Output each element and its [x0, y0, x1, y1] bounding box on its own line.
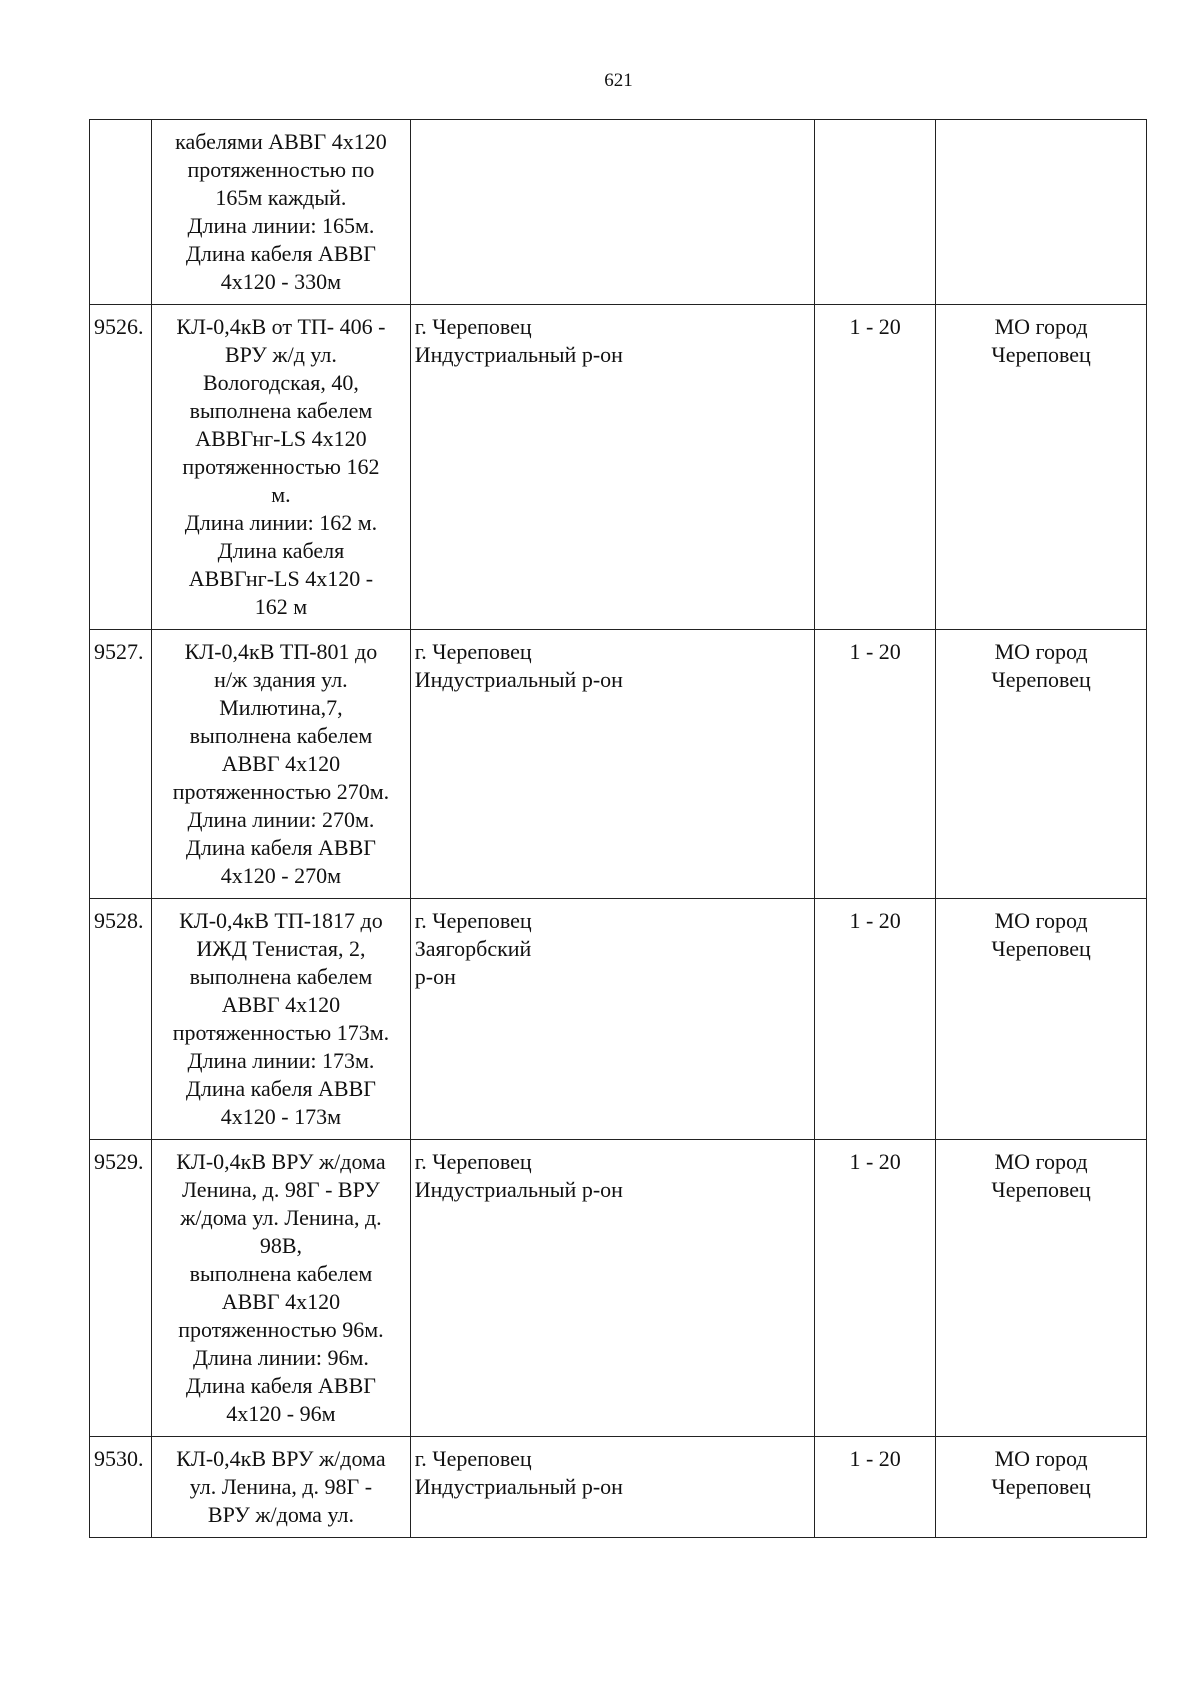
description-line: Длина кабеля АВВГ [185, 1373, 376, 1398]
address-cell [410, 305, 814, 630]
table-row [90, 120, 1147, 305]
owner-line: Череповец [991, 667, 1091, 692]
owner-cell [936, 630, 1147, 899]
description-cell [152, 305, 411, 630]
description-line: Длина линии: 96м. [192, 1345, 369, 1370]
description-line: 4х120 - 270м [220, 863, 342, 888]
description-line: КЛ-0,4кВ ВРУ ж/дома [176, 1149, 386, 1174]
table-row [90, 630, 1147, 899]
description-cell [152, 120, 411, 305]
address-line: Индустриальный р-он [414, 1177, 623, 1202]
row-number-cell: 9529. [90, 1140, 152, 1437]
address-line: Индустриальный р-он [414, 342, 623, 367]
table-row [90, 1437, 1147, 1538]
row-number-cell: 9526. [90, 305, 152, 630]
category-cell: 1 - 20 [815, 305, 936, 630]
description-line: протяженностью 173м. [172, 1020, 390, 1045]
owner-line: МО город [994, 314, 1088, 339]
description-line: КЛ-0,4кВ от ТП- 406 - [176, 314, 386, 339]
description-line: протяженностью 162 [182, 454, 380, 479]
description-line: ИЖД Тенистая, 2, [196, 936, 366, 961]
category-cell [815, 120, 936, 305]
description-line: 4х120 - 96м [226, 1401, 336, 1426]
address-line: Индустриальный р-он [414, 1474, 623, 1499]
address-cell [410, 1140, 814, 1437]
description-line: 98В, [259, 1233, 303, 1258]
category-cell: 1 - 20 [815, 899, 936, 1140]
description-line: выполнена кабелем [189, 964, 373, 989]
description-line: кабелями АВВГ 4х120 [175, 129, 387, 154]
description-line: выполнена кабелем [189, 1261, 373, 1286]
description-line: Длина кабеля АВВГ [185, 241, 376, 266]
owner-line: МО город [994, 908, 1088, 933]
description-line: ВРУ ж/дома ул. [207, 1502, 354, 1527]
address-cell [410, 120, 814, 305]
owner-cell [936, 1140, 1147, 1437]
owner-line: МО город [994, 1149, 1088, 1174]
owner-line: Череповец [991, 1177, 1091, 1202]
owner-cell [936, 899, 1147, 1140]
address-line: г. Череповец [414, 908, 532, 933]
description-line: КЛ-0,4кВ ВРУ ж/дома [176, 1446, 386, 1471]
table-row [90, 1140, 1147, 1437]
description-line: Длина линии: 165м. [187, 213, 375, 238]
table-row [90, 305, 1147, 630]
description-line: ВРУ ж/д ул. [224, 342, 337, 367]
row-number-cell: 9530. [90, 1437, 152, 1538]
address-line: р-он [414, 964, 456, 989]
description-line: выполнена кабелем [189, 398, 373, 423]
description-line: АВВГнг-LS 4х120 - [188, 566, 374, 591]
description-line: 162 м [254, 594, 308, 619]
description-line: Длина кабеля АВВГ [185, 1076, 376, 1101]
description-cell [152, 630, 411, 899]
row-number-cell: 9527. [90, 630, 152, 899]
row-number-cell [90, 120, 152, 305]
address-line: г. Череповец [414, 1446, 532, 1471]
owner-line: МО город [994, 1446, 1088, 1471]
description-line: Длина кабеля [217, 538, 345, 563]
description-line: протяженностью по [187, 157, 375, 182]
description-line: Длина кабеля АВВГ [185, 835, 376, 860]
description-line: ул. Ленина, д. 98Г - [189, 1474, 373, 1499]
description-line: ж/дома ул. Ленина, д. [180, 1205, 382, 1230]
owner-line: МО город [994, 639, 1088, 664]
description-line: Длина линии: 270м. [187, 807, 375, 832]
description-line: 4х120 - 173м [220, 1104, 342, 1129]
address-cell [410, 630, 814, 899]
owner-cell [936, 120, 1147, 305]
address-line: г. Череповец [414, 639, 532, 664]
description-line: АВВГнг-LS 4х120 [195, 426, 367, 451]
description-line: протяженностью 270м. [172, 779, 390, 804]
address-cell [410, 899, 814, 1140]
owner-cell [936, 1437, 1147, 1538]
description-line: выполнена кабелем [189, 723, 373, 748]
description-cell [152, 899, 411, 1140]
description-line: Вологодская, 40, [202, 370, 359, 395]
description-line: н/ж здания ул. [214, 667, 348, 692]
owner-line: Череповец [991, 936, 1091, 961]
description-line: Длина линии: 162 м. [184, 510, 378, 535]
address-line: г. Череповец [414, 314, 532, 339]
table-row [90, 899, 1147, 1140]
page-number: 621 [604, 70, 633, 91]
registry-table-body [90, 120, 1147, 1538]
owner-line: Череповец [991, 342, 1091, 367]
description-line: м. [271, 482, 291, 507]
description-cell [152, 1140, 411, 1437]
description-line: АВВГ 4х120 [221, 751, 341, 776]
category-cell: 1 - 20 [815, 630, 936, 899]
category-cell: 1 - 20 [815, 1437, 936, 1538]
description-line: 165м каждый. [215, 185, 347, 210]
category-cell: 1 - 20 [815, 1140, 936, 1437]
description-line: протяженностью 96м. [178, 1317, 384, 1342]
address-line: Заягорбский [414, 936, 532, 961]
owner-cell [936, 305, 1147, 630]
description-line: АВВГ 4х120 [221, 1289, 341, 1314]
description-cell [152, 1437, 411, 1538]
description-line: 4х120 - 330м [220, 269, 342, 294]
description-line: АВВГ 4х120 [221, 992, 341, 1017]
description-line: Длина линии: 173м. [187, 1048, 375, 1073]
description-line: КЛ-0,4кВ ТП-1817 до [179, 908, 383, 933]
description-line: Милютина,7, [219, 695, 343, 720]
registry-table [89, 119, 1147, 1538]
row-number-cell: 9528. [90, 899, 152, 1140]
address-cell [410, 1437, 814, 1538]
address-line: г. Череповец [414, 1149, 532, 1174]
address-line: Индустриальный р-он [414, 667, 623, 692]
description-line: КЛ-0,4кВ ТП-801 до [184, 639, 378, 664]
description-line: Ленина, д. 98Г - ВРУ [182, 1177, 380, 1202]
owner-line: Череповец [991, 1474, 1091, 1499]
